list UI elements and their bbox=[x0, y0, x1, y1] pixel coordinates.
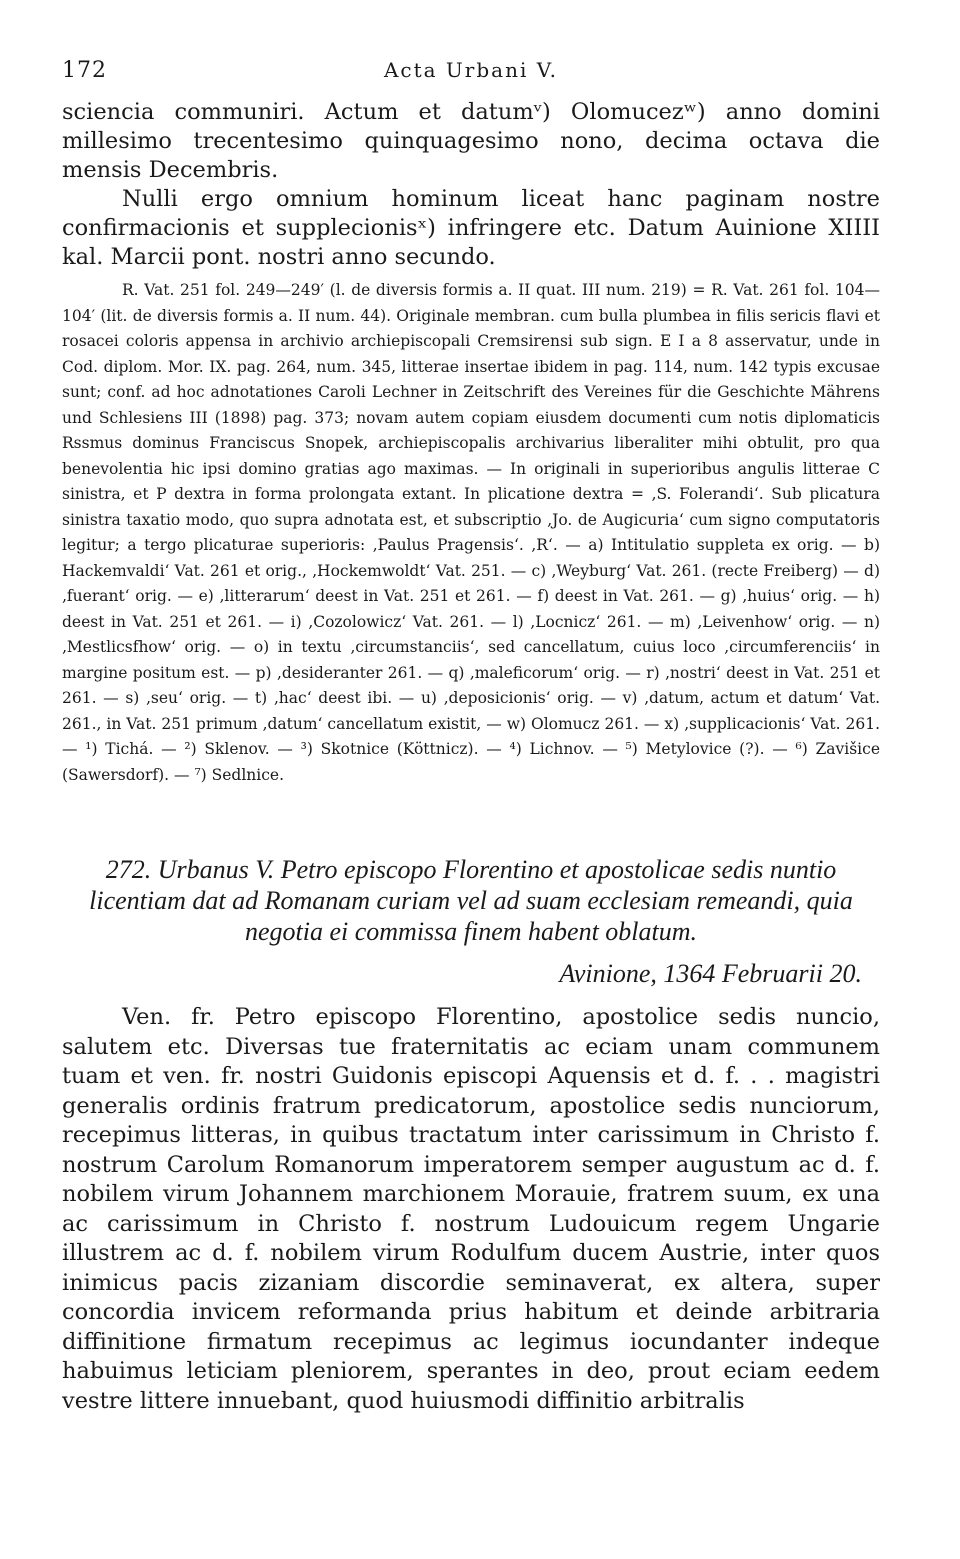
document-page bbox=[62, 58, 880, 1416]
running-head: Acta Urbani V. bbox=[383, 58, 559, 82]
page-header bbox=[62, 58, 880, 98]
page-number: 172 bbox=[62, 58, 107, 83]
document-body bbox=[62, 1003, 880, 1416]
dateline: Avinione, 1364 Februarii 20. bbox=[559, 959, 862, 988]
source-notes: R. Vat. 251 fol. 249—249′ (l. de diversis formis a. II quat. III num. 219) = R. Vat. 261 fol. 104—104′ (lit. de diversis formis a. II num. 44). Originale membran. cum bulla plumbea in filis sericis flavi et rosacei coloris appensa in archivio archiepiscopali Cremsirensi sub sign. E I a 8 asservatur, unde in Cod. diplom. Mor. IX. pag. 264, num. 345, litterae insertae ibidem in pag. 114, num. 142 typis excusae sunt; conf. ad hoc adnotationes Caroli Lechner in Zeitschrift des Vereines für die Geschichte Mährens und Schlesiens III (1898) pag. 373; novam autem copiam eiusdem documenti cum notis diplomaticis Rssmus dominus Franciscus Snopek, archiepiscopalis archivarius liberaliter mihi obtulit, pro qua benevolentia hic ipsi domino gratias ago maximas. — In originali in superioribus angulis litterae C sinistra, et P dextra in forma prolongata extant. In plicatione dextra = ‚S. Folerandi‘. Sub plicatura sinistra taxatio modo, quo supra adnotata est, et subscriptio ‚Jo. de Augicuria‘ cum signo computatoris legitur; a tergo plicaturae superioris: ‚Paulus Pragensis‘. ‚R‘. — a) Intitulatio suppleta ex orig. — b) Hackemvaldi‘ Vat. 261 et orig., ‚Hockemwoldt‘ Vat. 251. — c) ‚Weyburg‘ Vat. 261. (recte Freiberg) — d) ‚fuerant‘ orig. — e) ‚litterarum‘ deest in Vat. 251 et 261. — f) deest in Vat. 261. — g) ‚huius‘ orig. — h) deest in Vat. 251 et 261. — i) ‚Cozolowicz‘ Vat. 261. — l) ‚Locnicz‘ 261. — m) ‚Leivenhow‘ orig. — n) ‚Mestlicsfhow‘ orig. — o) in textu ‚circumstanciis‘, sed cancellatum, cuius loco ‚circumferenciis‘ in margine positum est. — p) ‚desideranter 261. — q) ‚maleficorum‘ orig. — r) ‚nostri‘ deest in Vat. 251 et 261. — s) ‚seu‘ orig. — t) ‚hac‘ deest ibi. — u) ‚deposicionis‘ orig. — v) ‚datum, actum et datum‘ Vat. 261., in Vat. 251 primum ‚datum‘ cancellatum existit, — w) Olomucz 261. — x) ‚supplicacionis‘ Vat. 261. — ¹) Tichá. — ²) Sklenov. — ³) Skotnice (Köttnicz). — ⁴) Lichnov. — ⁵) Metylovice (?). — ⁶) Zavišice (Sawersdorf). — ⁷) Sedlnice. bbox=[62, 281, 880, 784]
sanction-paragraph: Nulli ergo omnium hominum liceat hanc paginam nostre confirmacionis et supplecionisˣ) infringere etc. Datum Auinione XIIII kal. Marcii pont. nostri anno secundo. bbox=[62, 186, 880, 270]
document-heading: 272. Urbanus V. Petro episcopo Florentino et apostolicae sedis nuntio licentiam dat ad Romanam curiam vel ad suam ecclesiam remeandi, quia negotia ei commissa finem habent oblatum. bbox=[89, 855, 853, 946]
document-text: Ven. fr. Petro episcopo Florentino, apostolice sedis nuncio, salutem etc. Diversas tue fraternitatis ac eciam unam communem tuam et ven. fr. nostri Guidonis episcopi Aquensis et d. f. . . magistri generalis ordinis fratrum predicatorum, apostolice sedis nunciorum, recepimus litteras, in quibus tractatum inter carissimum in Christo f. nostrum Carolum Romanorum imperatorem semper augustum ac d. f. nobilem virum Johannem marchionem Morauie, fratrem suum, ex una ac carissimum in Christo f. nostrum Ludouicum regem Ungarie illustrem ac d. f. nobilem virum Rodulfum ducem Austrie, inter quos inimicus pacis zizaniam discordie seminaverat, ex altera, super concordia invicem reformanda prius habitum et deinde arbitraria diffinitione firmatum recepimus ac legimus iocundanter indeque habuimus leticiam pleniorem, sperantes in deo, prout eciam eedem vestre littere innuebant, quod huiusmodi diffinitio arbitralis bbox=[62, 1004, 880, 1414]
continuation-paragraph: sciencia communiri. Actum et datumᵛ) Olomucezʷ) anno domini millesimo trecentesimo quinquagesimo nono, decima octava die mensis Decembris. bbox=[62, 99, 880, 183]
footnotes bbox=[62, 278, 880, 788]
